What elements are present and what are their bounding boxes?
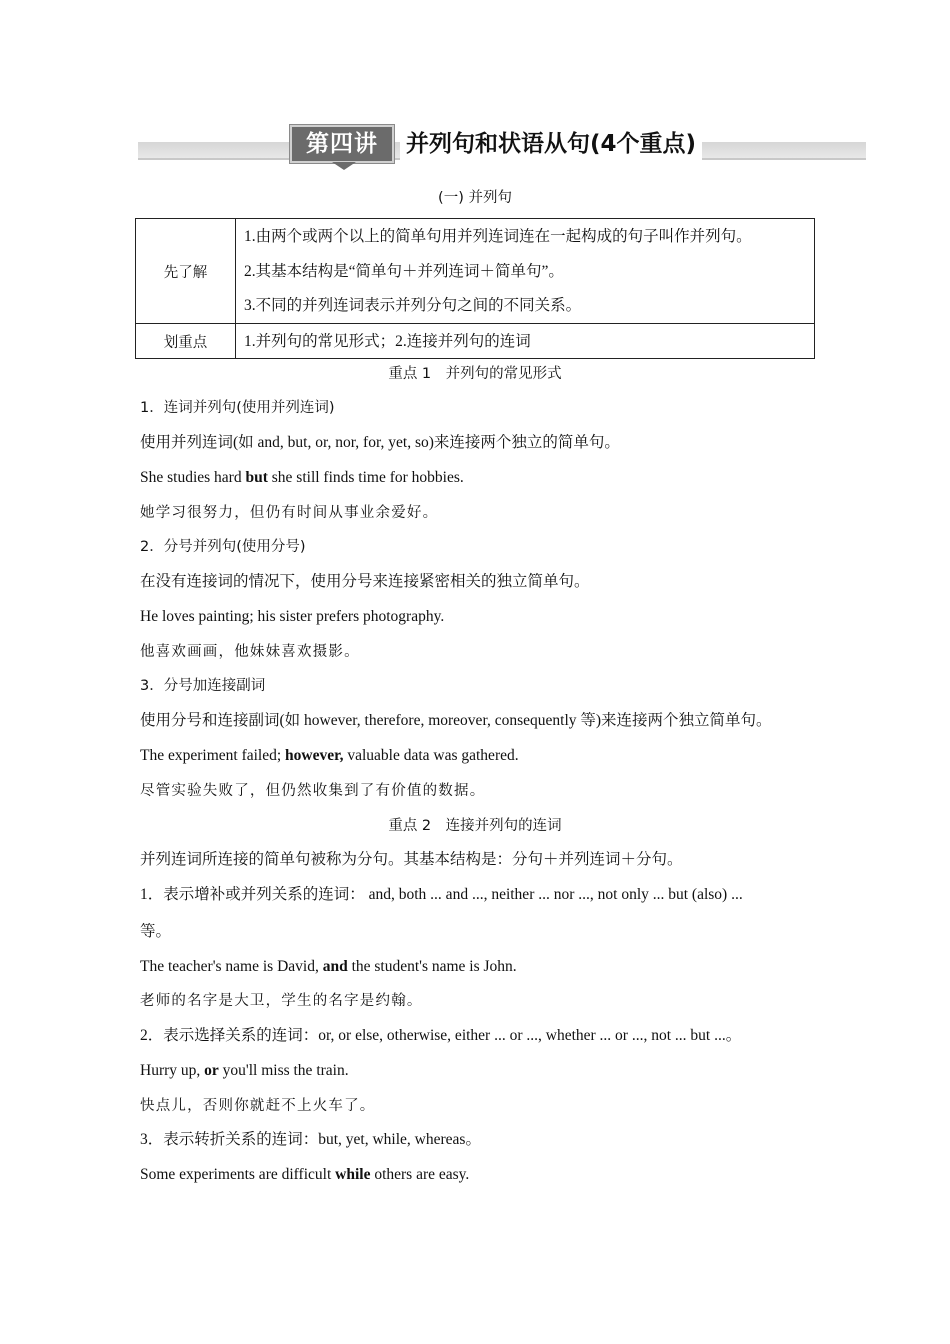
conjunction-type-1-cont: 等。 [140, 923, 172, 940]
table-divider [235, 219, 236, 358]
point1-desc-3: 使用分号和连接副词(如 however, therefore, moreover, consequently 等)来连接两个独立简单句。 [140, 712, 772, 729]
page-title: 并列句和状语从句(4个重点) [400, 124, 702, 164]
point2-heading: 重点 2 连接并列句的连词 [388, 818, 562, 834]
example-text: The teacher's name is David, [140, 958, 323, 975]
point2-intro: 并列连词所连接的简单句被称为分句。其基本结构是：分句＋并列连词＋分句。 [140, 851, 683, 868]
example-translation: 他喜欢画画，他妹妹喜欢摄影。 [140, 644, 360, 660]
conjunction-type-1: 1．表示增补或并列关系的连词： and, both ... and ..., neither ... nor ..., not only ... but (also) ... [140, 886, 743, 903]
example-sentence [140, 957, 517, 977]
example-translation: 老师的名字是大卫，学生的名字是约翰。 [140, 993, 423, 1009]
example-text: Hurry up, [140, 1062, 205, 1079]
overview-table [135, 218, 815, 359]
example-translation: 尽管实验失败了，但仍然收集到了有价值的数据。 [140, 783, 486, 799]
example-text: valuable data was gathered. [343, 747, 519, 764]
section-title: (一) 并列句 [438, 190, 512, 206]
table-row [136, 324, 814, 358]
example-translation: 快点儿，否则你就赶不上火车了。 [140, 1098, 376, 1114]
example-keyword: however, [285, 747, 344, 764]
example-keyword: while [335, 1166, 371, 1183]
table-cell-text: 1.并列句的常见形式；2.连接并列句的连词 [244, 333, 531, 350]
lecture-label: 第四讲 [290, 125, 394, 163]
conjunction-type-3: 3．表示转折关系的连词：but, yet, while, whereas。 [140, 1131, 481, 1148]
example-sentence [140, 1061, 349, 1081]
example-keyword: but [245, 469, 268, 486]
example-text: the student's name is John. [347, 958, 517, 975]
example-text: others are easy. [370, 1166, 470, 1183]
table-cell-text: 3.不同的并列连词表示并列分句之间的不同关系。 [244, 297, 582, 314]
example-keyword: and [322, 958, 348, 975]
table-cell-text: 1.由两个或两个以上的简单句用并列连词连在一起构成的句子叫作并列句。 [244, 228, 752, 245]
point1-subheading-2: 2．分号并列句(使用分号) [140, 539, 306, 555]
table-row [136, 219, 814, 324]
point1-heading: 重点 1 并列句的常见形式 [388, 366, 562, 382]
lecture-label-arrow-icon [332, 162, 356, 170]
point1-desc-1: 使用并列连词(如 and, but, or, nor, for, yet, so)来连接两个独立的简单句。 [140, 434, 620, 451]
table-row-label: 划重点 [163, 335, 208, 351]
example-sentence [140, 1165, 469, 1185]
point1-subheading-3: 3．分号加连接副词 [140, 678, 266, 694]
example-sentence: He loves painting; his sister prefers photography. [140, 608, 445, 625]
example-sentence [140, 746, 519, 766]
example-text: you'll miss the train. [218, 1062, 349, 1079]
example-text: She studies hard [140, 469, 246, 486]
table-row-label: 先了解 [163, 265, 208, 281]
table-cell-text: 2.其基本结构是“简单句＋并列连词＋简单句”。 [244, 263, 564, 280]
example-translation: 她学习很努力，但仍有时间从事业余爱好。 [140, 505, 439, 521]
lecture-banner [138, 122, 866, 170]
example-sentence [140, 468, 464, 488]
conjunction-type-2: 2．表示选择关系的连词：or, or else, otherwise, either ... or ..., whether ... or ..., not ... but ...。 [140, 1027, 742, 1044]
example-keyword: or [204, 1062, 219, 1079]
example-text: she still finds time for hobbies. [267, 469, 464, 486]
point1-subheading-1: 1．连词并列句(使用并列连词) [140, 400, 335, 416]
example-text: Some experiments are difficult [140, 1166, 336, 1183]
point1-desc-2: 在没有连接词的情况下，使用分号来连接紧密相关的独立简单句。 [140, 573, 590, 590]
example-text: The experiment failed; [140, 747, 286, 764]
